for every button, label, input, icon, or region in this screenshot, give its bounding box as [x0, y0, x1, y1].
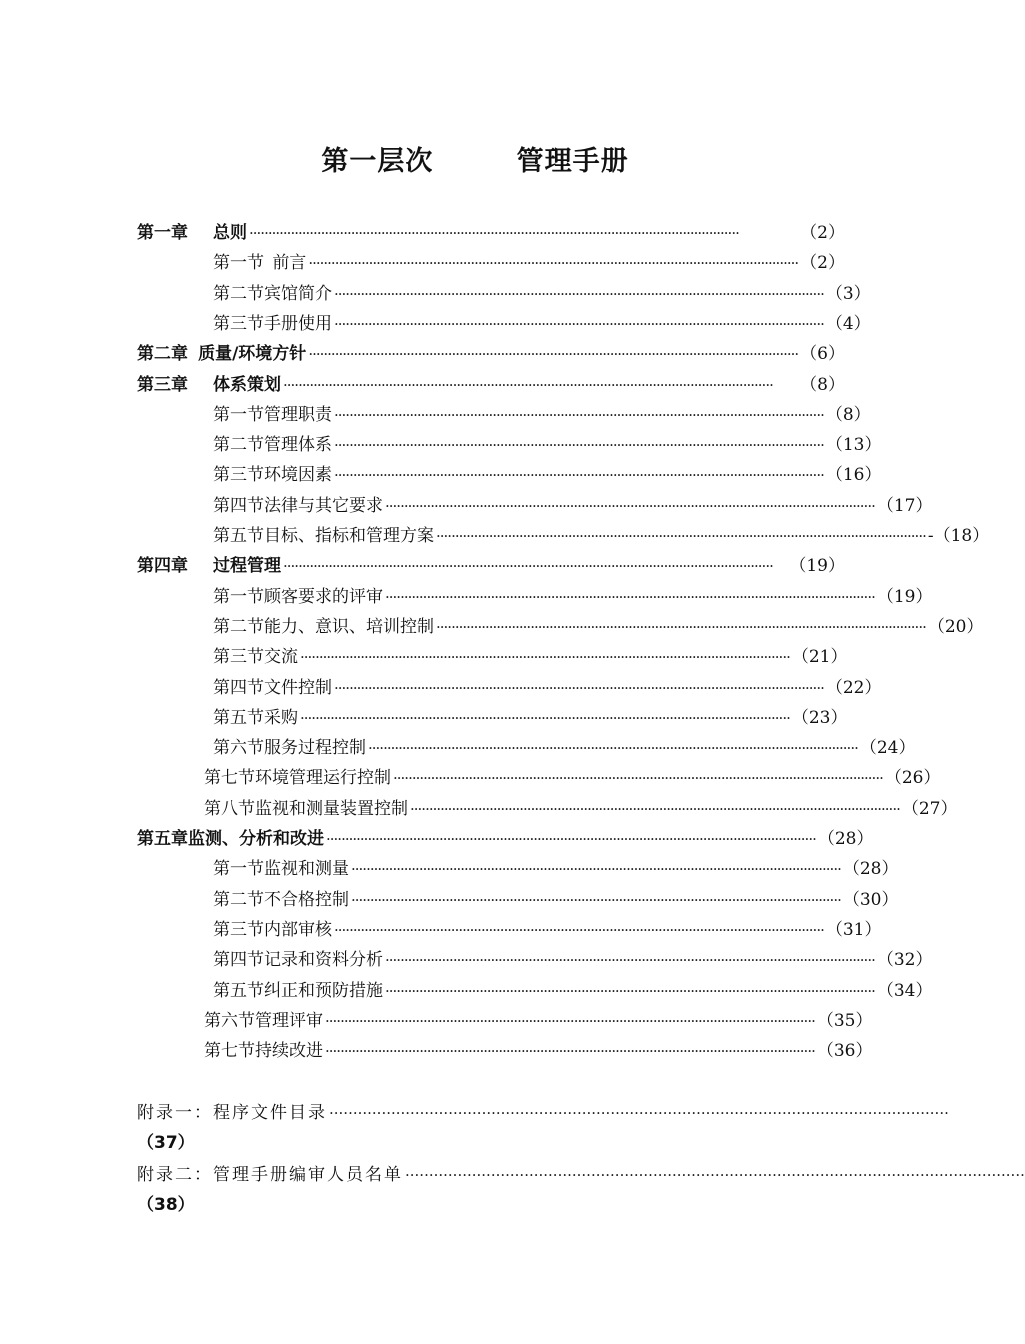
- toc-number: 第一节: [213, 859, 264, 880]
- toc-leader-dots: ··································································································································: [334, 920, 824, 939]
- toc-number: 第五章: [137, 829, 188, 849]
- toc-section-row[interactable]: [213, 915, 882, 945]
- toc-page-number: （13）: [825, 435, 882, 456]
- toc-label: 管理体系: [264, 435, 332, 456]
- toc-section-row[interactable]: [213, 400, 871, 430]
- toc-leader-dots: ··································································································································: [334, 405, 824, 424]
- toc-page-number: （30）: [842, 889, 899, 910]
- toc-label: 法律与其它要求: [264, 495, 383, 516]
- toc-page-number: （19）: [789, 556, 845, 577]
- toc-section-row[interactable]: [213, 491, 933, 521]
- toc-page-number: （34）: [876, 980, 933, 1001]
- toc-page-number: （16）: [825, 465, 882, 486]
- toc-number: 第五节: [213, 980, 264, 1001]
- toc-leader-dots: ··································································································································: [436, 617, 926, 636]
- toc-number: 第二节: [213, 616, 264, 637]
- appendix-entry[interactable]: [137, 1160, 1025, 1220]
- toc-number: 第二节: [213, 435, 264, 456]
- toc-label: 纠正和预防措施: [264, 980, 383, 1001]
- toc-leader-dots: ··································································································································: [334, 678, 824, 697]
- toc-number: 第四节: [213, 950, 264, 971]
- toc-label: 文件控制: [264, 677, 332, 698]
- toc-section-row[interactable]: [213, 733, 916, 763]
- toc-number: 第一章: [137, 223, 188, 243]
- toc-leader-dots: ··································································································································: [368, 739, 858, 758]
- toc-label: 采购: [264, 707, 298, 728]
- toc-label: 前言: [272, 253, 307, 274]
- toc-leader-dots: ··································································································································: [410, 799, 900, 818]
- toc-page-number: （8）: [800, 374, 845, 395]
- toc-chapter-row[interactable]: [137, 551, 845, 581]
- toc-page-number: （4）: [825, 313, 871, 334]
- toc-section-row[interactable]: [213, 460, 882, 490]
- toc-label: 持续改进: [255, 1041, 323, 1062]
- toc-number: 第一节: [213, 253, 264, 274]
- toc-section-row[interactable]: [213, 945, 933, 975]
- toc-leader-dots: ··································································································································: [308, 254, 799, 273]
- toc-page-number: （32）: [876, 950, 933, 971]
- toc-section-row[interactable]: [204, 794, 958, 824]
- toc-number: 第六节: [204, 1010, 255, 1031]
- toc-number: 第四章: [137, 556, 188, 577]
- toc-section-row[interactable]: [213, 582, 933, 612]
- toc-chapter-row[interactable]: [137, 824, 874, 854]
- toc-page-number: （28）: [842, 859, 899, 880]
- toc-section-row[interactable]: [204, 763, 941, 793]
- toc-label: 不合格控制: [264, 889, 349, 910]
- toc-page-number: （2）: [800, 223, 845, 243]
- toc-leader-dots: ··································································································································: [351, 890, 841, 909]
- toc-number: 第三节: [213, 313, 264, 334]
- toc-page-number: （22）: [825, 677, 882, 698]
- toc-number: 第五节: [213, 526, 264, 546]
- toc-leader-dots: ··································································································································: [385, 951, 875, 970]
- toc-label: 环境因素: [264, 465, 332, 486]
- toc-section-row[interactable]: [213, 885, 899, 915]
- toc-page-number: （27）: [901, 798, 958, 819]
- toc-leader-dots: ··································································································································: [385, 587, 875, 606]
- toc-label: 目标、指标和管理方案: [264, 526, 434, 546]
- toc-leader-dots: ··································································································································: [325, 1042, 815, 1061]
- toc-number: 第三节: [213, 465, 264, 486]
- toc-label: 总则: [213, 223, 247, 243]
- appendix-leader-dots: ··································································································································: [405, 1166, 1025, 1184]
- toc-label: 监视和测量: [264, 859, 349, 880]
- toc-page-number: （8）: [825, 404, 871, 425]
- toc-page-number: （35）: [816, 1010, 873, 1031]
- toc-number: 第一节: [213, 404, 264, 425]
- toc-page-number: （24）: [859, 738, 916, 759]
- toc-label: 质量/环境方针: [198, 344, 307, 365]
- toc-label: 环境管理运行控制: [255, 768, 391, 789]
- toc-section-row[interactable]: [213, 521, 990, 551]
- toc-leader-dots: ··································································································································: [334, 436, 824, 455]
- toc-page-number: （23）: [791, 707, 848, 728]
- toc-leader-dots: ··································································································································: [334, 284, 824, 303]
- toc-number: 第二章: [137, 344, 188, 365]
- toc-number: 第七节: [204, 1041, 255, 1062]
- toc-label: 能力、意识、培训控制: [264, 616, 434, 637]
- toc-number: 第三节: [213, 919, 264, 940]
- toc-number: 第一节: [213, 586, 264, 607]
- toc-page-number: -（18）: [927, 526, 990, 546]
- toc-number: 第四节: [213, 495, 264, 516]
- toc-label: 记录和资料分析: [264, 950, 383, 971]
- toc-page-number: （6）: [800, 344, 845, 365]
- appendix-page-number: （37）: [137, 1133, 195, 1153]
- toc-section-row[interactable]: [204, 1006, 873, 1036]
- toc-page-number: （19）: [876, 586, 933, 607]
- toc-number: 第三节: [213, 647, 264, 668]
- appendix-label: 附录一：程序文件目录: [137, 1103, 327, 1123]
- toc-number: 第二节: [213, 889, 264, 910]
- toc-leader-dots: ··································································································································: [325, 1011, 815, 1030]
- toc-page-number: （17）: [876, 495, 933, 516]
- toc-number: 第二节: [213, 283, 264, 304]
- toc-leader-dots: ··································································································································: [308, 345, 799, 364]
- toc-label: 内部审核: [264, 919, 332, 940]
- toc-page-number: （31）: [825, 919, 882, 940]
- toc-label: 监测、分析和改进: [188, 829, 324, 849]
- toc-section-row[interactable]: [213, 279, 871, 309]
- toc-number: 第四节: [213, 677, 264, 698]
- toc-page-number: （36）: [816, 1041, 873, 1062]
- toc-page-number: （3）: [825, 283, 871, 304]
- toc-number: 第三章: [137, 374, 188, 395]
- toc-leader-dots: ··································································································································: [393, 769, 883, 788]
- toc-section-row[interactable]: [204, 1036, 873, 1066]
- toc-page-number: （20）: [927, 616, 984, 637]
- toc-label: 服务过程控制: [264, 738, 366, 759]
- toc-leader-dots: ··································································································································: [334, 314, 824, 333]
- appendix-entry[interactable]: [137, 1098, 949, 1158]
- toc-leader-dots: ··································································································································: [436, 527, 926, 545]
- toc-section-row[interactable]: [213, 673, 882, 703]
- toc-section-row[interactable]: [213, 612, 984, 642]
- toc-label: 管理评审: [255, 1010, 323, 1031]
- toc-chapter-row[interactable]: [137, 370, 845, 400]
- toc-leader-dots: ··································································································································: [300, 648, 790, 667]
- appendix-page-number: （38）: [137, 1195, 195, 1215]
- page-title: 第一层次 管理手册: [321, 146, 629, 177]
- toc-leader-dots: ··································································································································: [249, 224, 739, 242]
- toc-section-row[interactable]: [213, 854, 899, 884]
- toc-label: 监视和测量装置控制: [255, 798, 408, 819]
- toc-section-row[interactable]: [213, 248, 845, 278]
- toc-number: 第六节: [213, 738, 264, 759]
- toc-leader-dots: ··································································································································: [334, 466, 824, 485]
- toc-label: 体系策划: [213, 374, 281, 395]
- appendix-label: 附录二：管理手册编审人员名单: [137, 1165, 403, 1185]
- toc-number: 第五节: [213, 707, 264, 728]
- toc-label: 交流: [264, 647, 298, 668]
- toc-section-row[interactable]: [213, 703, 848, 733]
- toc-section-row[interactable]: [213, 430, 882, 460]
- toc-chapter-row[interactable]: [137, 339, 845, 369]
- toc-number: 第八节: [204, 798, 255, 819]
- toc-page-number: （2）: [800, 253, 845, 274]
- toc-label: 顾客要求的评审: [264, 586, 383, 607]
- toc-leader-dots: ··································································································································: [326, 830, 816, 848]
- toc-leader-dots: ··································································································································: [385, 496, 875, 515]
- appendix-leader-dots: ··································································································································: [329, 1104, 949, 1122]
- toc-leader-dots: ··································································································································: [385, 981, 875, 1000]
- toc-label: 手册使用: [264, 313, 332, 334]
- toc-label: 管理职责: [264, 404, 332, 425]
- toc-section-row[interactable]: [213, 976, 933, 1006]
- toc-page-number: （21）: [791, 647, 848, 668]
- toc-chapter-row[interactable]: [137, 218, 845, 248]
- toc-leader-dots: ··································································································································: [351, 860, 841, 879]
- toc-leader-dots: ··································································································································: [283, 375, 773, 394]
- toc-section-row[interactable]: [213, 309, 871, 339]
- toc-label: 过程管理: [213, 556, 281, 577]
- toc-leader-dots: ··································································································································: [283, 557, 773, 576]
- toc-section-row[interactable]: [213, 642, 848, 672]
- toc-page-number: （28）: [817, 829, 874, 849]
- toc-label: 宾馆简介: [264, 283, 332, 304]
- toc-number: 第七节: [204, 768, 255, 789]
- toc-leader-dots: ··································································································································: [300, 708, 790, 727]
- toc-page-number: （26）: [884, 768, 941, 789]
